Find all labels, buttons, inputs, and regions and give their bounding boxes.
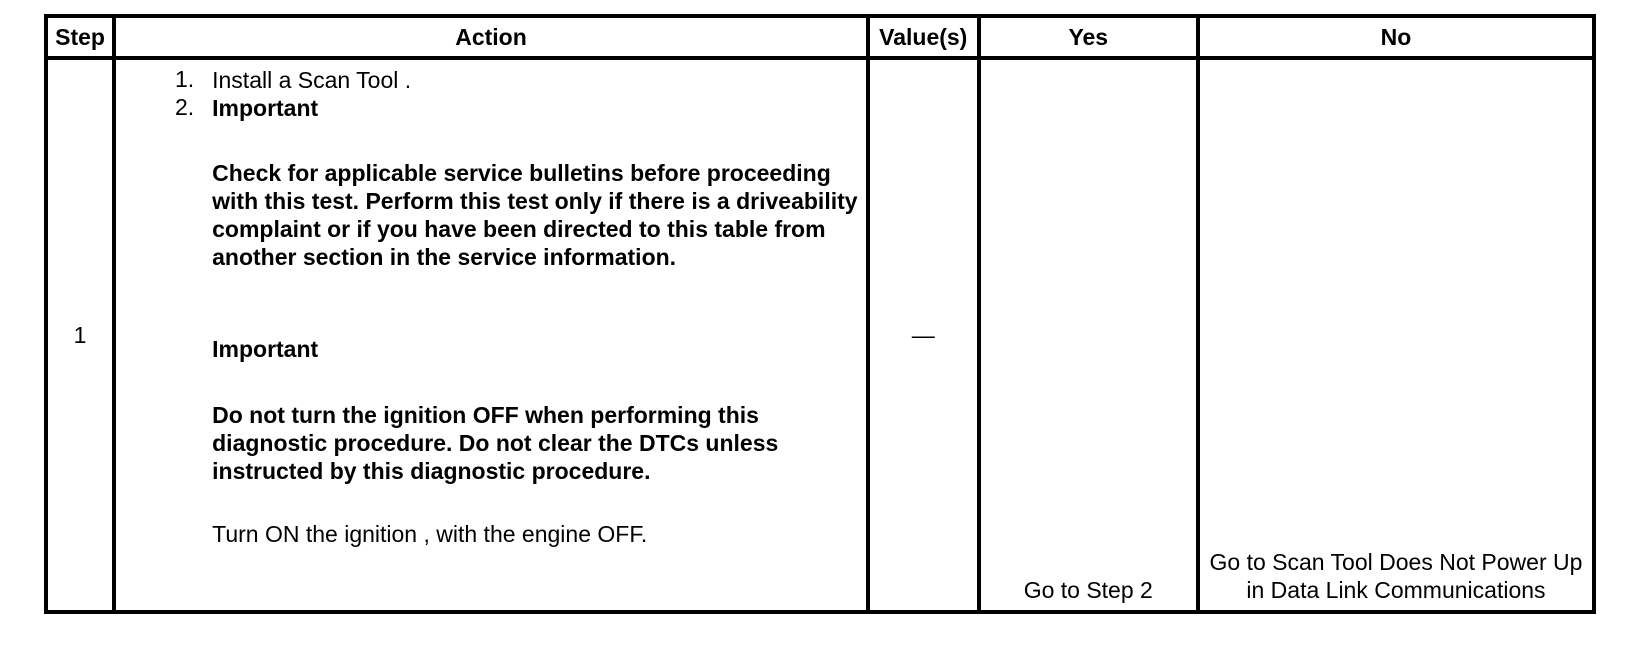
header-yes: Yes	[979, 16, 1198, 58]
ignition-warning-note: Do not turn the ignition OFF when performing this diagnostic procedure. Do not clear the DTCs unless instructed by this diagnostic procedure.	[212, 402, 779, 484]
header-step: Step	[46, 16, 114, 58]
header-no: No	[1198, 16, 1594, 58]
no-link-scan-tool-no-power[interactable]: Go to Scan Tool Does Not Power Up in Data Link Communications	[1198, 58, 1594, 612]
header-values: Value(s)	[868, 16, 979, 58]
important-label-1: Important	[212, 95, 319, 121]
value-cell: —	[868, 58, 979, 612]
header-action: Action	[114, 16, 868, 58]
action-item-2-number: 2.	[174, 94, 195, 120]
service-bulletin-note: Check for applicable service bulletins before proceeding with this test. Perform this test only if there is a driveability complaint or if you have been directed to this table from another section in the service information.	[212, 160, 858, 270]
action-item-1-text: Install a Scan Tool .	[212, 67, 412, 93]
yes-link-go-to-step-2[interactable]: Go to Step 2	[979, 58, 1198, 612]
step-number: 1	[46, 58, 114, 612]
table-header-row	[46, 16, 1594, 58]
diagnostic-table	[44, 14, 1596, 614]
table-row	[46, 58, 1594, 612]
important-label-2: Important	[212, 336, 319, 362]
ignition-instruction: Turn ON the ignition , with the engine OFF.	[212, 521, 648, 547]
action-item-1-number: 1.	[174, 66, 195, 92]
action-cell	[114, 58, 868, 612]
